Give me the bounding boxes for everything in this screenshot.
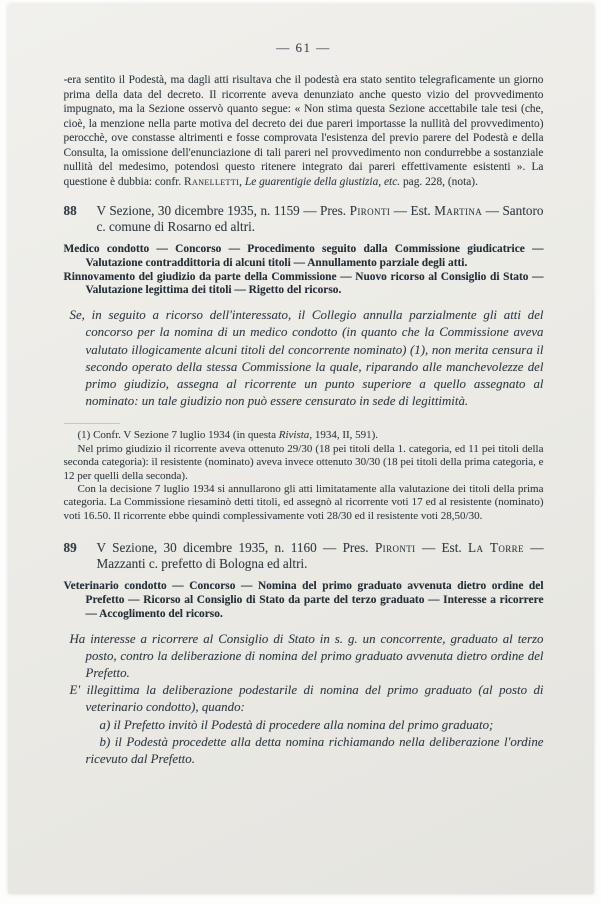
intro-paragraph bbox=[64, 73, 544, 189]
case-88-heading-text2: — Est. bbox=[390, 203, 435, 218]
case-88-estensore-name: Martina bbox=[434, 203, 483, 218]
case-89-list-item-b: b) il Podestà procedette alla detta nomina richiamando nella deliberazione l'ordine ricevuto dal Prefetto. bbox=[85, 734, 544, 767]
footnote-paragraph: Con la decisione 7 luglio 1934 si annullarono gli atti limitatamente alla valutazione dei titoli della prima categoria. La Commissione riesaminò detti titoli, ed assegnò al ricorrente voti 17 ed al resistente (nominato) voti 16.50. Il ricorrente ebbe quindi complessivamente voti 28/30 ed il resistente voti 28,50/30. bbox=[63, 483, 544, 522]
case-88-number: 88 bbox=[63, 203, 77, 218]
case-88-headnotes bbox=[64, 243, 544, 298]
intro-text-sep: , bbox=[239, 175, 245, 188]
case-89-headnotes bbox=[64, 580, 544, 621]
case-89-summary-paragraph: Ha interesse a ricorrere al Consiglio di Stato in s. g. un concorrente, graduato al terzo posto, contro la deliberazione di nomina del primo graduato avvenuta dietro ordine del Prefetto. bbox=[69, 631, 544, 681]
intro-work-title: Le guarentigie della giustizia, etc. bbox=[244, 175, 401, 188]
case-89-summary bbox=[70, 631, 544, 769]
case-88-summary-paragraph: Se, in seguito a ricorso dell'interessato, il Collegio annulla parzialmente gli atti del concorso per la nomina di un medico condotto (in quanto che la Commissione aveva valutato illogicamente alcuni titoli del concorrente nominato) (1), non merita censura il secondo operato della stessa Commissione la quale, riparando alle manchevolezze del primo giudizio, assegna al ricorrente un punto superiore a quello assegnato al nominato: un tale giudizio non può essere censurato in sede di legittimità. bbox=[69, 308, 544, 409]
footnote-separator bbox=[64, 423, 120, 424]
case-89-president-name: Pironti bbox=[374, 540, 416, 556]
case-88-president-name: Pironti bbox=[349, 203, 391, 218]
case-89-estensore-name: La Torre bbox=[468, 540, 524, 556]
case-89-heading-text: V Sezione, 30 dicembre 1935, n. 1160 — Pres. bbox=[96, 540, 375, 556]
case-89-heading-text3: — Mazzanti c. prefetto di Bologna ed altri. bbox=[96, 540, 544, 572]
case-88-summary bbox=[70, 307, 544, 410]
scanned-page bbox=[8, 4, 594, 894]
case-89-number: 89 bbox=[63, 540, 77, 556]
footnote-text: (1) Confr. V Sezione 7 luglio 1934 (in questa bbox=[77, 429, 279, 442]
case-89-heading-text2: — Est. bbox=[415, 540, 469, 556]
case-88-heading-text: V Sezione, 30 dicembre 1935, n. 1159 — Pres. bbox=[96, 203, 350, 218]
headnote: Medico condotto — Concorso — Procedimento seguito dalla Commissione giudicatrice — Valutazione contraddittoria di alcuni titoli — Annullamento parziale degli atti. bbox=[63, 243, 544, 269]
case-89-list-item-a: a) il Prefetto invitò il Podestà di procedere alla nomina del primo graduato; bbox=[99, 717, 494, 732]
footnote-text-end: , 1934, II, 591). bbox=[309, 429, 379, 442]
intro-text: -era sentito il Podestà, ma dagli atti risultava che il podestà era stato sentito telegraficamente un giorno prima della data del decreto. Il ricorrente aveva denunziato anche questo vizio del provvedimento impugnato, ma la Sezione osservò quanto segue: « Non stima questa Sezione accettabile tale tesi (che, cioè, la menzione nella parte motiva del decreto dei due pareri importasse la nullità del provvedimento) perocchè, ove constasse altrimenti e fosse comprovata l'esistenza del previo parere del Podestà e della Consulta, la omissione dell'enunciazione di tali pareri nel provvedimento non condurrebbe a sostanziale nullità del medesimo, potendosi questo ritenere integrato dai pareri effettivamente esistenti ». La questione è dubbia: confr. bbox=[63, 74, 544, 188]
case-89-summary-paragraph: E' illegittima la deliberazione podestarile di nomina del primo graduato (al posto di veterinario condotto), quando: bbox=[69, 683, 544, 715]
footnote-paragraph bbox=[64, 429, 544, 442]
page-content bbox=[64, 40, 544, 768]
case-88-heading-text3: — Santoro c. comune di Rosarno ed altri. bbox=[96, 203, 544, 234]
headnote: Veterinario condotto — Concorso — Nomina del primo graduato avvenuta dietro ordine del Prefetto — Ricorso al Consiglio di Stato da parte del terzo graduato — Interesse a ricorrere — Accoglimento del ricorso. bbox=[63, 580, 544, 620]
footnote-journal-title: Rivista bbox=[278, 429, 310, 442]
intro-author-smallcaps: Ranelletti bbox=[184, 175, 240, 188]
case-88-footnote bbox=[64, 429, 544, 523]
intro-text-end: pag. 228, (nota). bbox=[400, 175, 478, 188]
page-number: — 61 — bbox=[276, 40, 331, 55]
case-88-heading bbox=[64, 203, 544, 235]
headnote: Rinnovamento del giudizio da parte della Commissione — Nuovo ricorso al Consiglio di Stato — Valutazione legittima dei titoli — Rigetto del ricorso. bbox=[63, 270, 544, 297]
footnote-paragraph: Nel primo giudizio il ricorrente aveva ottenuto 29/30 (18 pei titoli della 1. categoria, ed 11 pei titoli della seconda categoria): il resistente (nominato) aveva invece ottenuto 30/30 (18 pei titoli della prima categoria, e 12 per quelli della seconda). bbox=[63, 442, 544, 482]
case-89-heading bbox=[64, 540, 544, 572]
